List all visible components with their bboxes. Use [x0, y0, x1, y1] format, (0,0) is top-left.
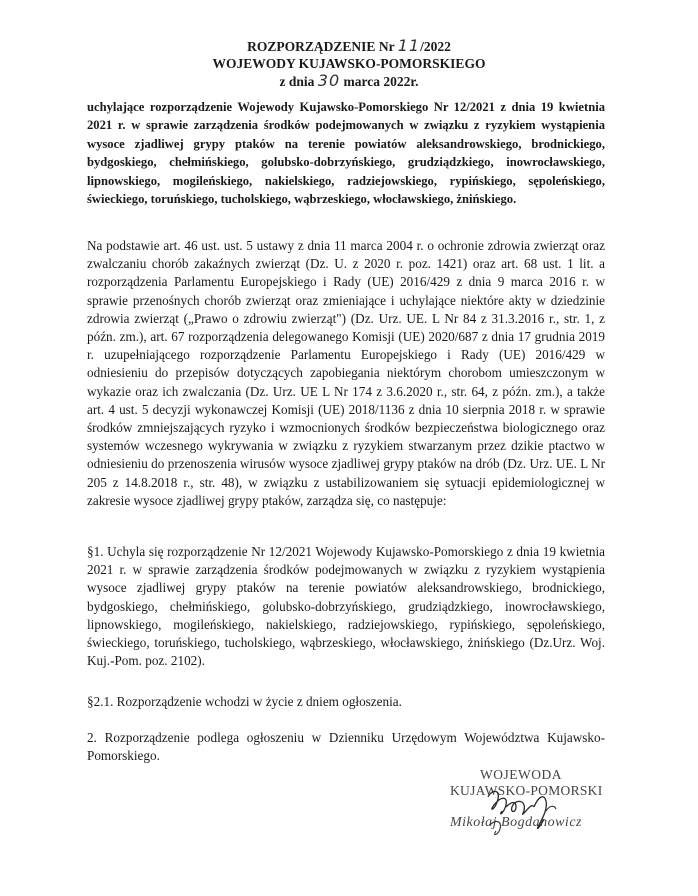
regulation-number: 11 [397, 36, 421, 55]
voivode-stamp [450, 767, 620, 847]
date-suffix: marca 2022r. [343, 74, 419, 89]
date-line [0, 72, 698, 90]
section-2-1-paragraph: §2.1. Rozporządzenie wchodzi w życie z dniem ogłoszenia. [87, 694, 402, 709]
regulation-number-line [0, 37, 698, 55]
stamp-name: Mikołaj Bogdanowicz [450, 815, 582, 830]
issuer-line: WOJEWODY KUJAWSKO-POMORSKIEGO [212, 56, 486, 71]
handwritten-signature [450, 767, 620, 847]
stamp-title-line1: WOJEWODA [480, 767, 562, 782]
date-day: 30 [317, 71, 341, 90]
regulation-title: ROZPORZĄDZENIE Nr [247, 39, 395, 54]
regulation-subject: uchylające rozporządzenie Wojewody Kujawsko-Pomorskiego Nr 12/2021 z dnia 19 kwietnia 2021 r. w sprawie zarządzenia środków podejmowanych w związku z ryzykiem wystąpienia wysoce zjadliwej grypy ptaków na terenie powiatów aleksandrowskiego, brodnickiego, bydgoskiego, chełmińskiego, golubsko-dobrzyńskiego, grudziądzkiego, inowrocławskiego, lipnowskiego, mogileńskiego, nakielskiego, radziejowskiego, rypińskiego, sępoleńskiego, świeckiego, toruńskiego, tucholskiego, wąbrzeskiego, włocławskiego, żnińskiego. [87, 100, 605, 207]
date-prefix: z dnia [279, 74, 315, 89]
section-1-paragraph: §1. Uchyla się rozporządzenie Nr 12/2021 Wojewody Kujawsko-Pomorskiego z dnia 19 kwietnia 2021 r. w sprawie zarządzenia środków podejmowanych w związku z ryzykiem wystąpienia wysoce zjadliwej grypy ptaków na terenie powiatów aleksandrowskiego, brodnickiego, bydgoskiego, chełmińskiego, golubsko-dobrzyńskiego, grudziądzkiego, inowrocławskiego, lipnowskiego, mogileńskiego, nakielskiego, radziejowskiego, rypińskiego, sępoleńskiego, świeckiego, toruńskiego, tucholskiego, wąbrzeskiego, włocławskiego, żnińskiego (Dz.Urz. Woj. Kuj.-Pom. poz. 2102). [87, 544, 605, 669]
regulation-year: /2022 [420, 39, 451, 54]
regulation-header [0, 37, 698, 90]
stamp-title-line2: KUJAWSKO-POMORSKI [450, 783, 603, 798]
section-2-2-paragraph: 2. Rozporządzenie podlega ogłoszeniu w Dzienniku Urzędowym Województwa Kujawsko-Pomorskiego. [87, 730, 605, 764]
legal-basis-paragraph: Na podstawie art. 46 ust. ust. 5 ustawy z dnia 11 marca 2004 r. o ochronie zdrowia zwierząt oraz zwalczaniu chorób zakaźnych zwierząt (Dz. U. z 2020 r. poz. 1421) oraz art. 68 ust. 1 lit. a rozporządzenia Parlamentu Europejskiego i Rady (UE) 2016/429 z dnia 9 marca 2016 r. w sprawie przenośnych chorób zwierząt oraz zmieniające i uchylające niektóre akty w dziedzinie zdrowia zwierząt („Prawo o zdrowiu zwierząt") (Dz. Urz. UE. L Nr 84 z 31.3.2016 r., str. 1, z późn. zm.), art. 67 rozporządzenia delegowanego Komisji (UE) 2020/687 z dnia 17 grudnia 2019 r. uzupełniającego rozporządzenie Parlamentu Europejskiego i Rady (UE) 2016/429 w odniesieniu do przepisów dotyczących zapobiegania niektórym chorobom umieszczonym w wykazie oraz ich zwalczania (Dz. Urz. UE L Nr 174 z 3.6.2020 r., str. 64, z późn. zm.), a także art. 4 ust. 5 decyzji wykonawczej Komisji (UE) 2018/1136 z dnia 10 sierpnia 2018 r. w sprawie środków zmniejszających ryzyko i wzmocnionych środków bezpieczeństwa biologicznego oraz systemów wczesnego wykrywania w związku z ryzykiem stwarzanym przez dzikie ptactwo w odniesieniu do przenoszenia wirusów wysoce zjadliwej grypy ptaków na drób (Dz. Urz. UE. L Nr 205 z 14.8.2018 r., str. 48), w związku z ustabilizowaniem się sytuacji epidemiologicznej w zakresie wysoce zjadliwej grypy ptaków, zarządza się, co następuje: [87, 238, 605, 508]
